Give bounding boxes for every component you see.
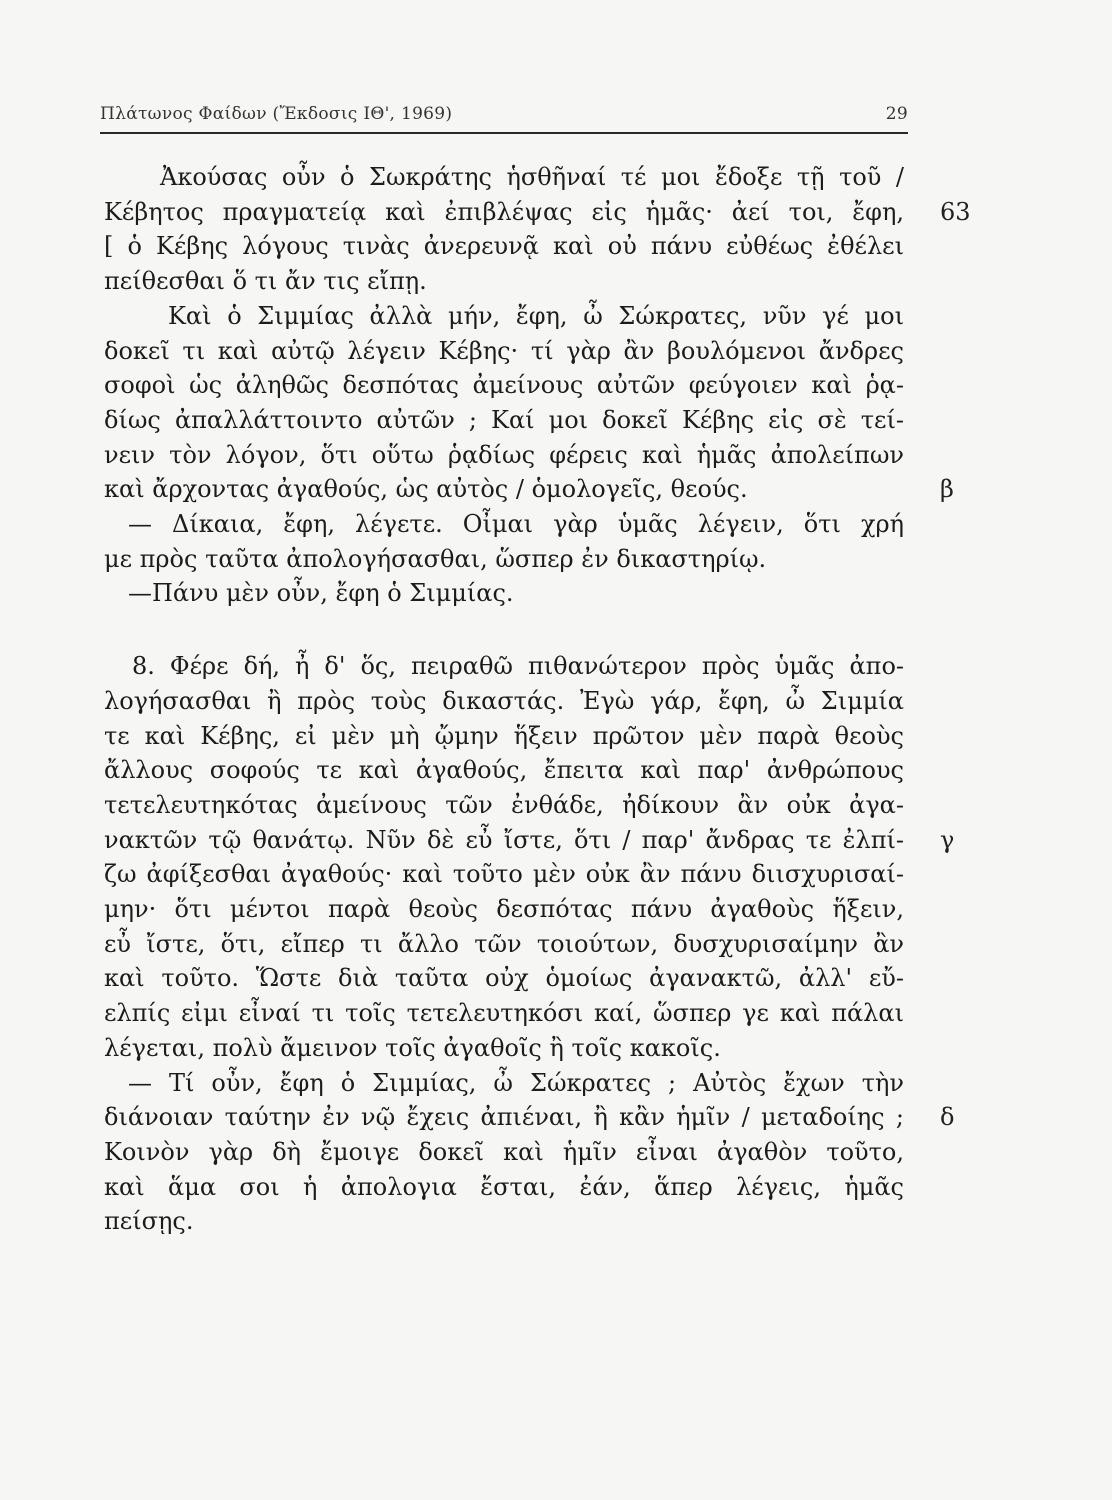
- text-line: Ἀκούσας οὖν ὁ Σωκράτης ἡσθῆναί τέ μοι ἔδοξε τῇ τοῦ /: [160, 163, 904, 191]
- text-line: ζω ἀφίξεσθαι ἀγαθούς· καὶ τοῦτο μὲν οὐκ ἂν πάνυ διισχυρισαί-: [104, 860, 904, 888]
- margin-reference: δ: [940, 1103, 955, 1131]
- text-line: καὶ ἄρχοντας ἀγαθούς, ὡς αὐτὸς / ὁμολογεῖς, θεούς.: [104, 475, 748, 503]
- text-line: δοκεῖ τι καὶ αὐτῷ λέγειν Κέβης· τί γὰρ ἂν βουλόμενοι ἄνδρες: [104, 337, 904, 365]
- text-line: διάνοιαν ταύτην ἐν νῷ ἔχεις ἀπιέναι, ἢ κἂν ἡμῖν / μεταδοίης ;: [104, 1103, 904, 1131]
- text-line: καὶ ἅμα σοι ἡ ἀπολογια ἔσται, ἐάν, ἅπερ λέγεις, ἡμᾶς: [104, 1173, 904, 1201]
- text-line: νακτῶν τῷ θανάτῳ. Νῦν δὲ εὖ ἴστε, ὅτι / παρ' ἄνδρας τε ἐλπί-: [104, 826, 904, 854]
- running-head: [100, 104, 908, 126]
- text-line: — Τί οὖν, ἔφη ὁ Σιμμίας, ὦ Σώκρατες ; Αὐτὸς ἔχων τὴν: [128, 1069, 904, 1097]
- running-title: Πλάτωνος Φαίδων (Ἔκδοσις ΙΘ', 1969): [100, 104, 453, 124]
- text-line: ἄλλους σοφούς τε καὶ ἀγαθούς, ἔπειτα καὶ παρ' ἀνθρώπους: [104, 756, 904, 784]
- text-line: τετελευτηκότας ἀμείνους τῶν ἐνθάδε, ἠδίκουν ἂν οὐκ ἀγα-: [104, 791, 904, 819]
- text-line: [ ὁ Κέβης λόγους τινὰς ἀνερευνᾷ καὶ οὐ πάνυ εὐθέως ἐθέλει: [104, 232, 904, 260]
- text-line: πείσῃς.: [104, 1207, 194, 1235]
- text-line: μην· ὅτι μέντοι παρὰ θεοὺς δεσπότας πάνυ ἀγαθοὺς ἥξειν,: [104, 895, 904, 923]
- text-line: Κέβητος πραγματείᾳ καὶ ἐπιβλέψας εἰς ἡμᾶς· ἀεί τοι, ἔφη,: [104, 198, 904, 226]
- text-line: δίως ἀπαλλάττοιντο αὐτῶν ; Καί μοι δοκεῖ Κέβης εἰς σὲ τεί-: [104, 406, 904, 434]
- margin-reference: γ: [940, 826, 955, 854]
- text-line: πείθεσθαι ὅ τι ἄν τις εἴπῃ.: [104, 267, 427, 295]
- text-line: Κοινὸν γὰρ δὴ ἔμοιγε δοκεῖ καὶ ἡμῖν εἶναι ἀγαθὸν τοῦτο,: [104, 1138, 904, 1166]
- text-line: σοφοὶ ὡς ἀληθῶς δεσπότας ἀμείνους αὐτῶν φεύγοιεν καὶ ῥᾳ-: [104, 371, 904, 399]
- page-number: 29: [885, 104, 908, 124]
- header-rule: [100, 132, 908, 134]
- text-line: — Δίκαια, ἔφη, λέγετε. Οἶμαι γὰρ ὑμᾶς λέγειν, ὅτι χρή: [128, 510, 904, 538]
- text-line: ελπίς εἰμι εἶναί τι τοῖς τετελευτηκόσι καί, ὥσπερ γε καὶ πάλαι: [104, 999, 904, 1027]
- text-line: Καὶ ὁ Σιμμίας ἀλλὰ μήν, ἔφη, ὦ Σώκρατες, νῦν γέ μοι: [168, 302, 904, 330]
- margin-reference: 63: [940, 198, 971, 226]
- text-line: λέγεται, πολὺ ἄμεινον τοῖς ἀγαθοῖς ἢ τοῖς κακοῖς.: [104, 1034, 721, 1062]
- text-line: λογήσασθαι ἢ πρὸς τοὺς δικαστάς. Ἐγὼ γάρ, ἔφη, ὦ Σιμμία: [104, 687, 904, 715]
- text-line: 8. Φέρε δή, ἦ δ' ὅς, πειραθῶ πιθανώτερον πρὸς ὑμᾶς ἀπο-: [132, 652, 904, 680]
- text-line: τε καὶ Κέβης, εἰ μὲν μὴ ᾤμην ἥξειν πρῶτον μὲν παρὰ θεοὺς: [104, 722, 904, 750]
- text-line: με πρὸς ταῦτα ἀπολογήσασθαι, ὥσπερ ἐν δικαστηρίῳ.: [104, 545, 767, 573]
- margin-reference: β: [940, 475, 954, 503]
- text-line: —Πάνυ μὲν οὖν, ἔφη ὁ Σιμμίας.: [128, 579, 514, 607]
- text-line: εὖ ἴστε, ὅτι, εἴπερ τι ἄλλο τῶν τοιούτων, δυσχυρισαίμην ἂν: [104, 930, 904, 958]
- text-line: καὶ τοῦτο. Ὥστε διὰ ταῦτα οὐχ ὁμοίως ἀγανακτῶ, ἀλλ' εὔ-: [104, 964, 904, 992]
- text-line: νειν τὸν λόγον, ὅτι οὕτω ῥᾳδίως φέρεις καὶ ἡμᾶς ἀπολείπων: [104, 441, 904, 469]
